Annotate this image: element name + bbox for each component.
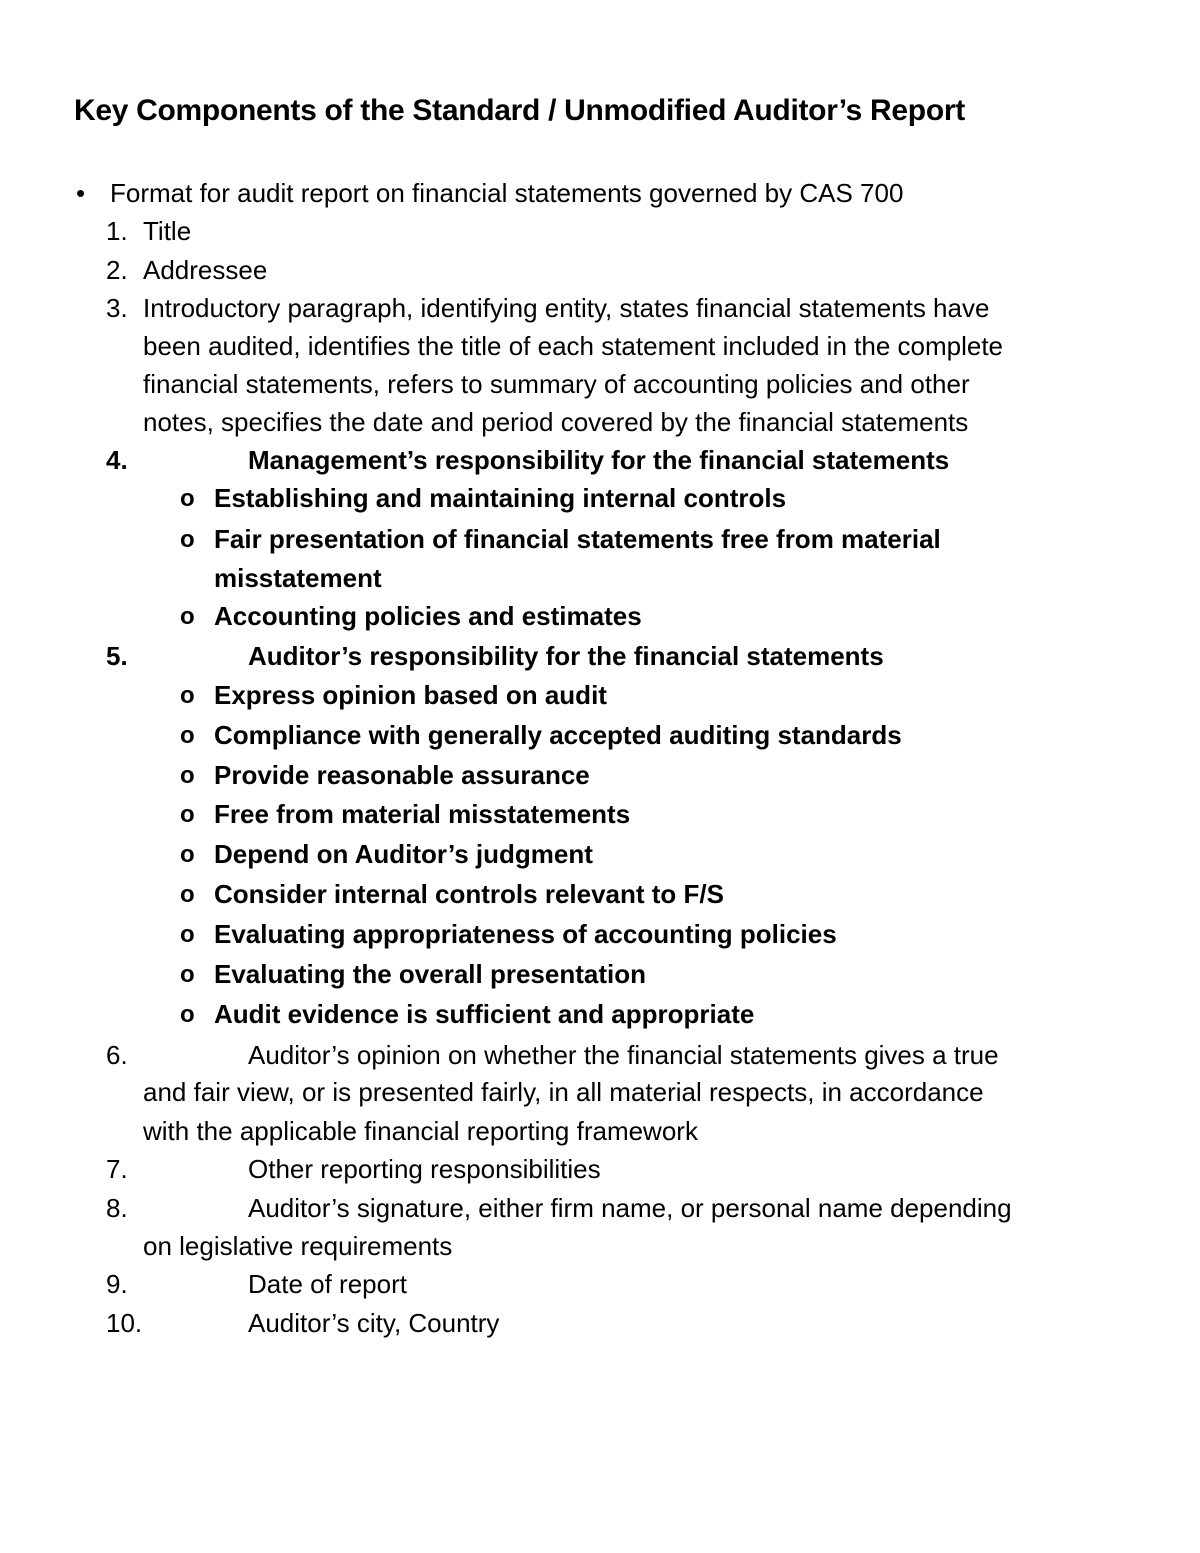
- sub-bullet-marker: o: [180, 961, 195, 988]
- item-4-heading: Management’s responsibility for the financial statements: [248, 445, 950, 475]
- item-4-sub-1: Establishing and maintaining internal controls: [214, 483, 787, 513]
- item-3-line-4: notes, specifies the date and period covered by the financial statements: [143, 407, 969, 437]
- item-6-line-2: and fair view, or is presented fairly, in all material respects, in accordance: [143, 1077, 984, 1107]
- item-6-line-3: with the applicable financial reporting framework: [143, 1116, 698, 1146]
- sub-bullet-marker: o: [180, 682, 195, 709]
- item-3-line-2: been audited, identifies the title of each statement included in the complete: [143, 331, 1004, 361]
- item-4-sub-2-line-2: misstatement: [214, 563, 382, 593]
- item-number-4: 4.: [106, 445, 128, 475]
- item-number-7: 7.: [106, 1154, 128, 1184]
- item-5-sub-9: Audit evidence is sufficient and appropriate: [214, 999, 755, 1029]
- item-8-line-2: on legislative requirements: [143, 1231, 453, 1261]
- bullet-marker: •: [76, 178, 86, 208]
- item-5-sub-2: Compliance with generally accepted auditing standards: [214, 720, 902, 750]
- sub-bullet-marker: o: [180, 921, 195, 948]
- item-number-6: 6.: [106, 1040, 128, 1070]
- item-5-sub-7: Evaluating appropriateness of accounting policies: [214, 919, 837, 949]
- page-title: Key Components of the Standard / Unmodified Auditor’s Report: [74, 94, 965, 127]
- sub-bullet-marker: o: [180, 722, 195, 749]
- item-10-line-1: Auditor’s city, Country: [248, 1308, 500, 1338]
- sub-bullet-marker: o: [180, 526, 195, 553]
- item-5-sub-1: Express opinion based on audit: [214, 680, 607, 710]
- item-5-sub-8: Evaluating the overall presentation: [214, 959, 646, 989]
- sub-bullet-marker: o: [180, 801, 195, 828]
- sub-bullet-marker: o: [180, 1001, 195, 1028]
- item-1-line-1: Title: [143, 216, 192, 246]
- item-3-line-1: Introductory paragraph, identifying entity, states financial statements have: [143, 293, 990, 323]
- item-3-line-3: financial statements, refers to summary of accounting policies and other: [143, 369, 970, 399]
- item-number-9: 9.: [106, 1269, 128, 1299]
- item-number-3: 3.: [106, 293, 128, 323]
- item-5-sub-6: Consider internal controls relevant to F/S: [214, 879, 724, 909]
- item-number-5: 5.: [106, 641, 128, 671]
- item-7-line-1: Other reporting responsibilities: [248, 1154, 601, 1184]
- item-5-sub-5: Depend on Auditor’s judgment: [214, 839, 593, 869]
- sub-bullet-marker: o: [180, 603, 195, 630]
- item-number-8: 8.: [106, 1193, 128, 1223]
- item-4-sub-2-line-1: Fair presentation of financial statements free from material: [214, 524, 941, 554]
- sub-bullet-marker: o: [180, 762, 195, 789]
- item-5-sub-3: Provide reasonable assurance: [214, 760, 590, 790]
- item-6-line-1: Auditor’s opinion on whether the financial statements gives a true: [248, 1040, 999, 1070]
- sub-bullet-marker: o: [180, 485, 195, 512]
- item-number-10: 10.: [106, 1308, 143, 1338]
- sub-bullet-marker: o: [180, 881, 195, 908]
- item-8-line-1: Auditor’s signature, either firm name, or personal name depending: [248, 1193, 1012, 1223]
- item-number-1: 1.: [106, 216, 128, 246]
- item-2-line-1: Addressee: [143, 255, 268, 285]
- item-5-sub-4: Free from material misstatements: [214, 799, 631, 829]
- item-number-2: 2.: [106, 255, 128, 285]
- item-4-sub-3: Accounting policies and estimates: [214, 601, 642, 631]
- item-9-line-1: Date of report: [248, 1269, 407, 1299]
- sub-bullet-marker: o: [180, 841, 195, 868]
- intro-text: Format for audit report on financial statements governed by CAS 700: [110, 178, 904, 208]
- item-5-heading: Auditor’s responsibility for the financial statements: [248, 641, 884, 671]
